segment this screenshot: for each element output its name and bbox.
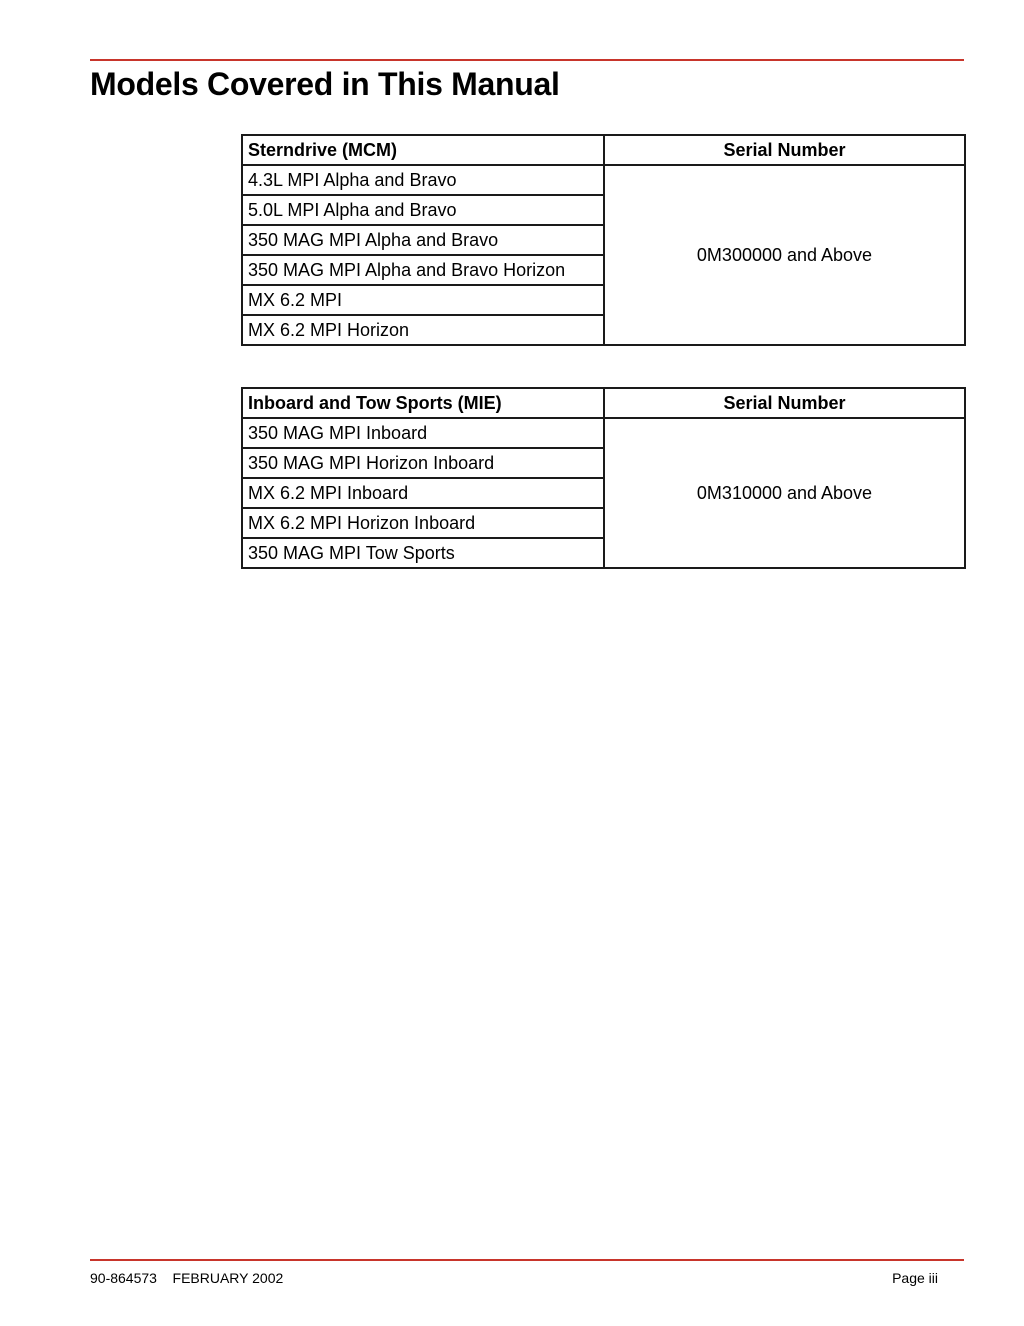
page-number: Page iii bbox=[892, 1270, 938, 1286]
table-header-row bbox=[242, 388, 965, 418]
model-cell: 350 MAG MPI Alpha and Bravo Horizon bbox=[242, 255, 604, 285]
serial-range-cell: 0M310000 and Above bbox=[604, 418, 965, 568]
serial-range-cell: 0M300000 and Above bbox=[604, 165, 965, 345]
model-cell: MX 6.2 MPI Horizon bbox=[242, 315, 604, 345]
serial-column-header: Serial Number bbox=[604, 388, 965, 418]
bottom-rule bbox=[90, 1259, 964, 1261]
footer-doc-info bbox=[90, 1269, 283, 1287]
table-header-row bbox=[242, 135, 965, 165]
model-cell: MX 6.2 MPI Inboard bbox=[242, 478, 604, 508]
page-title: Models Covered in This Manual bbox=[90, 66, 560, 102]
serial-column-header: Serial Number bbox=[604, 135, 965, 165]
top-rule bbox=[90, 59, 964, 61]
sterndrive-models-table bbox=[241, 134, 966, 346]
table-row bbox=[242, 165, 965, 195]
inboard-models-table bbox=[241, 387, 966, 569]
model-column-header: Sterndrive (MCM) bbox=[242, 135, 604, 165]
model-cell: 4.3L MPI Alpha and Bravo bbox=[242, 165, 604, 195]
model-cell: 350 MAG MPI Horizon Inboard bbox=[242, 448, 604, 478]
model-column-header: Inboard and Tow Sports (MIE) bbox=[242, 388, 604, 418]
model-cell: 350 MAG MPI Tow Sports bbox=[242, 538, 604, 568]
doc-date: FEBRUARY 2002 bbox=[172, 1270, 284, 1286]
table-row bbox=[242, 418, 965, 448]
model-cell: MX 6.2 MPI Horizon Inboard bbox=[242, 508, 604, 538]
doc-number: 90-864573 bbox=[90, 1270, 157, 1286]
model-cell: MX 6.2 MPI bbox=[242, 285, 604, 315]
model-cell: 350 MAG MPI Alpha and Bravo bbox=[242, 225, 604, 255]
model-cell: 5.0L MPI Alpha and Bravo bbox=[242, 195, 604, 225]
model-cell: 350 MAG MPI Inboard bbox=[242, 418, 604, 448]
